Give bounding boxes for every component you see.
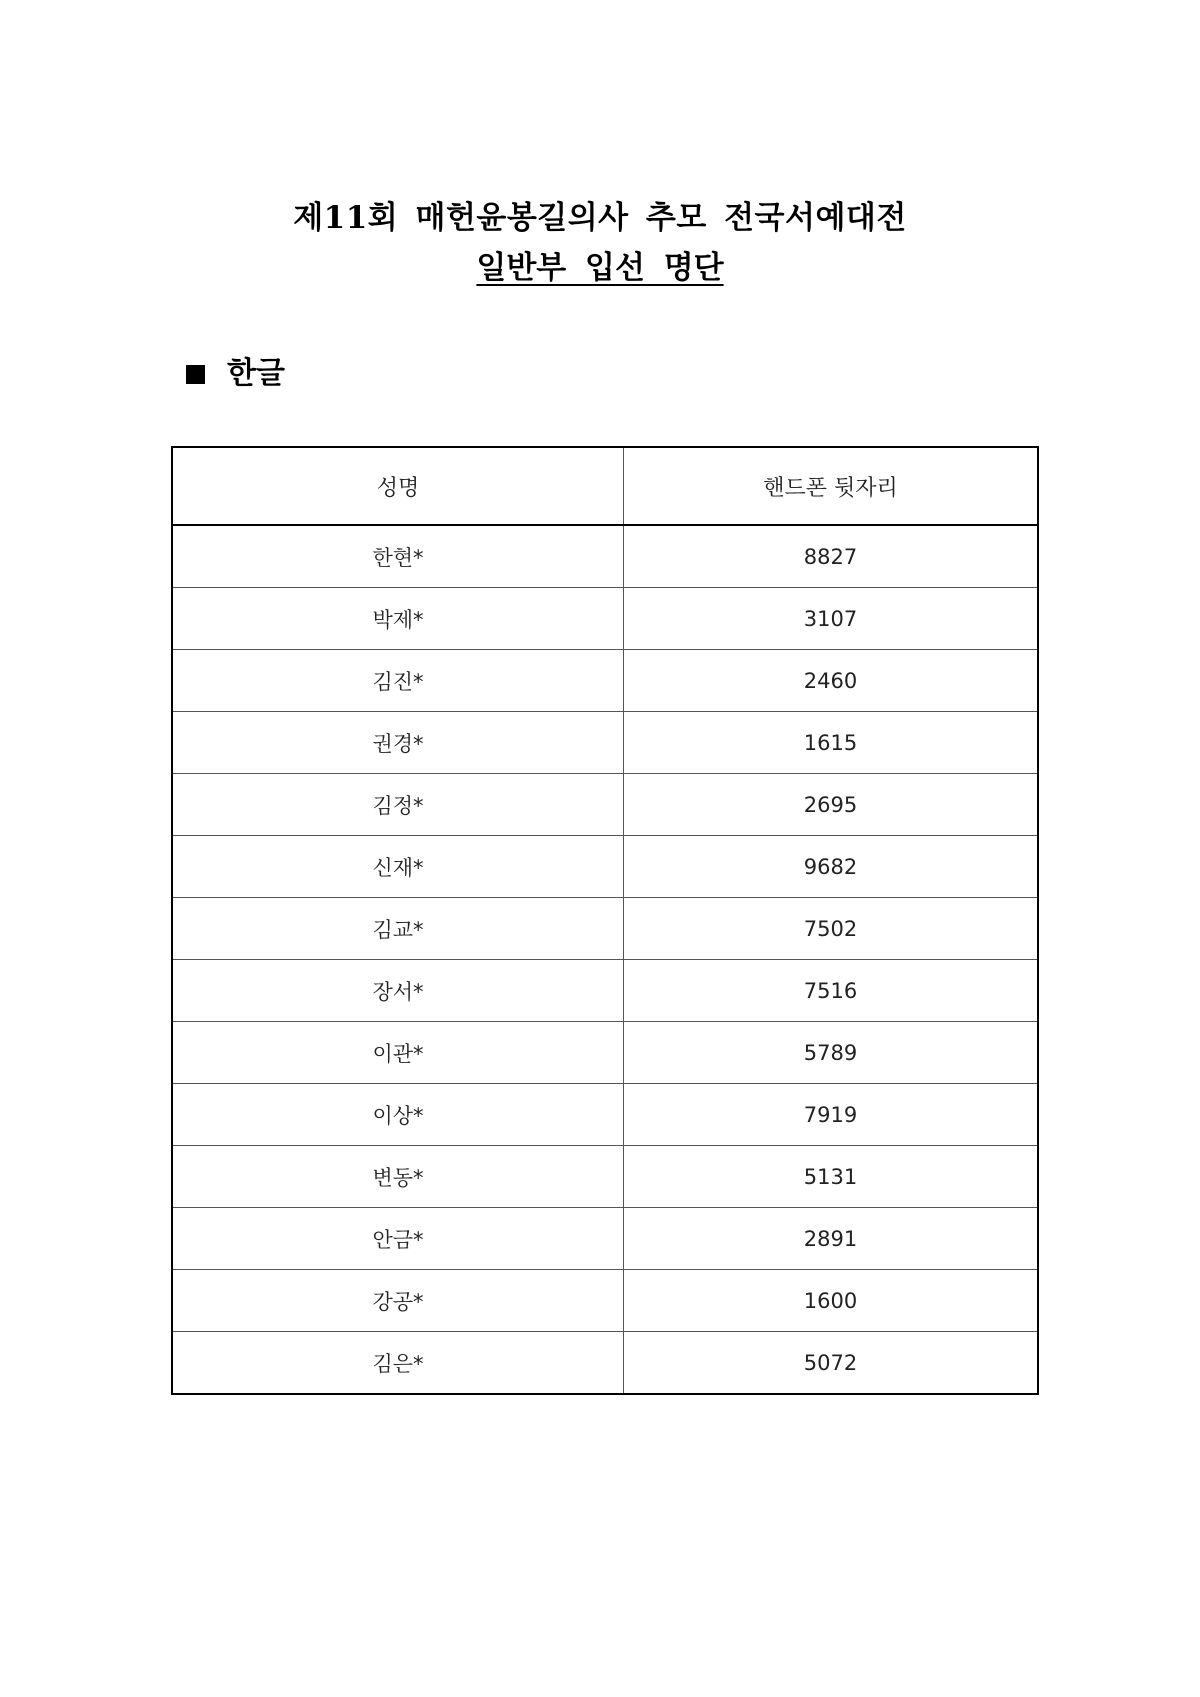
cell-phone: 3107 <box>624 588 1039 650</box>
table-row <box>172 588 1038 650</box>
cell-name: 안금* <box>172 1208 624 1270</box>
cell-name: 김진* <box>172 650 624 712</box>
cell-phone: 7502 <box>624 898 1039 960</box>
cell-name: 김은* <box>172 1332 624 1395</box>
cell-name: 장서* <box>172 960 624 1022</box>
document-subtitle-text: 일반부 입선 명단 <box>476 250 724 286</box>
cell-name: 한현* <box>172 525 624 588</box>
cell-name: 이관* <box>172 1022 624 1084</box>
table-row <box>172 1270 1038 1332</box>
cell-phone: 7516 <box>624 960 1039 1022</box>
table-row <box>172 712 1038 774</box>
cell-name: 변동* <box>172 1146 624 1208</box>
cell-phone: 2695 <box>624 774 1039 836</box>
cell-phone: 5789 <box>624 1022 1039 1084</box>
title-block <box>0 196 1200 290</box>
table-row <box>172 1022 1038 1084</box>
cell-name: 권경* <box>172 712 624 774</box>
table-row <box>172 650 1038 712</box>
cell-phone: 1615 <box>624 712 1039 774</box>
cell-phone: 2460 <box>624 650 1039 712</box>
table-row <box>172 1208 1038 1270</box>
table-header-row <box>172 447 1038 525</box>
section-label: 한글 <box>227 356 285 391</box>
cell-phone: 7919 <box>624 1084 1039 1146</box>
cell-name: 이상* <box>172 1084 624 1146</box>
table-row <box>172 898 1038 960</box>
table-row <box>172 1146 1038 1208</box>
cell-phone: 8827 <box>624 525 1039 588</box>
document-subtitle <box>0 246 1200 290</box>
section-heading <box>186 354 285 394</box>
cell-name: 신재* <box>172 836 624 898</box>
header-phone: 핸드폰 뒷자리 <box>624 447 1039 525</box>
table-body <box>172 525 1038 1394</box>
winners-table <box>171 446 1039 1395</box>
cell-phone: 2891 <box>624 1208 1039 1270</box>
cell-phone: 9682 <box>624 836 1039 898</box>
cell-name: 김교* <box>172 898 624 960</box>
document-title: 제11회 매헌윤봉길의사 추모 전국서예대전 <box>293 200 907 236</box>
cell-phone: 5131 <box>624 1146 1039 1208</box>
cell-name: 강공* <box>172 1270 624 1332</box>
table-row <box>172 1332 1038 1395</box>
table-row <box>172 960 1038 1022</box>
cell-phone: 5072 <box>624 1332 1039 1395</box>
table-row <box>172 774 1038 836</box>
cell-phone: 1600 <box>624 1270 1039 1332</box>
table-row <box>172 1084 1038 1146</box>
cell-name: 김정* <box>172 774 624 836</box>
cell-name: 박제* <box>172 588 624 650</box>
table-row <box>172 836 1038 898</box>
black-square-icon <box>186 365 205 384</box>
table-row <box>172 525 1038 588</box>
header-name: 성명 <box>172 447 624 525</box>
